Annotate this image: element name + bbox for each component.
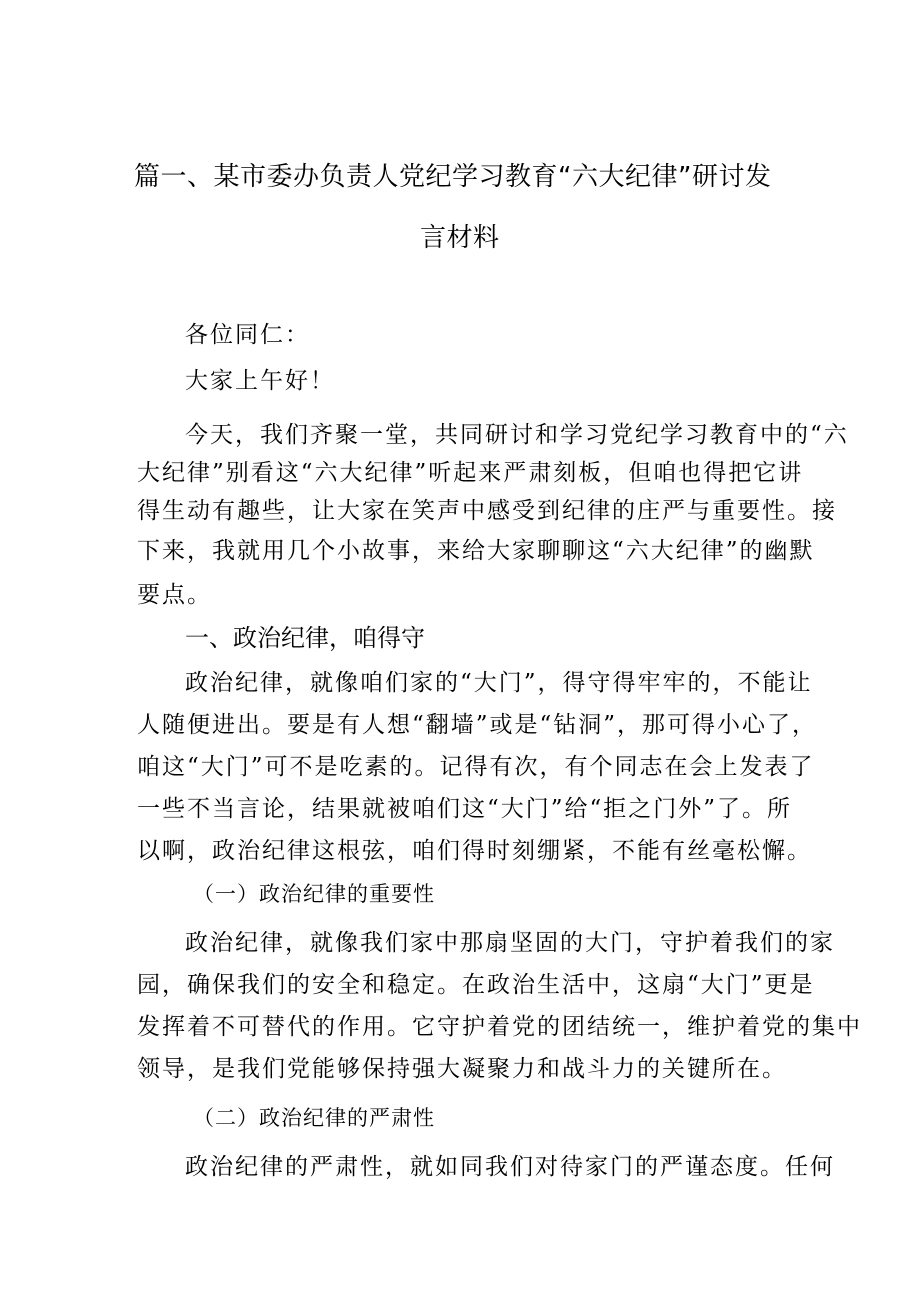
intro-line: 下来，我就用几个小故事，来给大家聊聊这“六大纪律”的幽默	[137, 538, 815, 564]
subsection-line: 政治纪律，就像我们家中那扇坚固的大门，守护着我们的家	[185, 930, 835, 956]
document-title-line-1: 篇一、某市委办负责人党纪学习教育“六大纪律”研讨发	[134, 162, 772, 192]
intro-line: 要点。	[137, 582, 212, 608]
intro-line: 大纪律”别看这“六大纪律”听起来严肃刻板，但咱也得把它讲	[137, 460, 804, 486]
subsection-heading: （二）政治纪律的严肃性	[193, 1106, 435, 1130]
section-line: 以啊，政治纪律这根弦，咱们得时刻绷紧，不能有丝毫松懈。	[137, 838, 812, 864]
section-line: 咱这“大门”可不是吃素的。记得有次，有个同志在会上发表了	[137, 754, 815, 780]
intro-line: 今天，我们齐聚一堂，共同研讨和学习党纪学习教育中的“六	[185, 422, 849, 448]
subsection-line: 发挥着不可替代的作用。它守护着党的团结统一，维护着党的集中	[137, 1014, 862, 1040]
subsection-heading: （一）政治纪律的重要性	[193, 882, 435, 906]
section-line: 一些不当言论，结果就被咱们这“大门”给“拒之门外”了。所	[137, 796, 793, 822]
subsection-line: 政治纪律的严肃性，就如同我们对待家门的严谨态度。任何	[185, 1154, 835, 1180]
intro-line: 得生动有趣些，让大家在笑声中感受到纪律的庄严与重要性。接	[137, 498, 837, 524]
salutation: 大家上午好！	[185, 368, 335, 394]
subsection-line: 领导，是我们党能够保持强大凝聚力和战斗力的关键所在。	[137, 1056, 787, 1082]
section-line: 政治纪律，就像咱们家的“大门”，得守得牢牢的，不能让	[185, 670, 813, 696]
document-title-line-2: 言材料	[420, 223, 500, 253]
subsection-line: 园，确保我们的安全和稳定。在政治生活中，这扇“大门”更是	[137, 972, 815, 998]
greeting: 各位同仁：	[185, 322, 310, 348]
section-line: 人随便进出。要是有人想“翻墙”或是“钻洞”，那可得小心了，	[137, 712, 818, 738]
section-heading: 一、政治纪律，咱得守	[185, 624, 425, 652]
